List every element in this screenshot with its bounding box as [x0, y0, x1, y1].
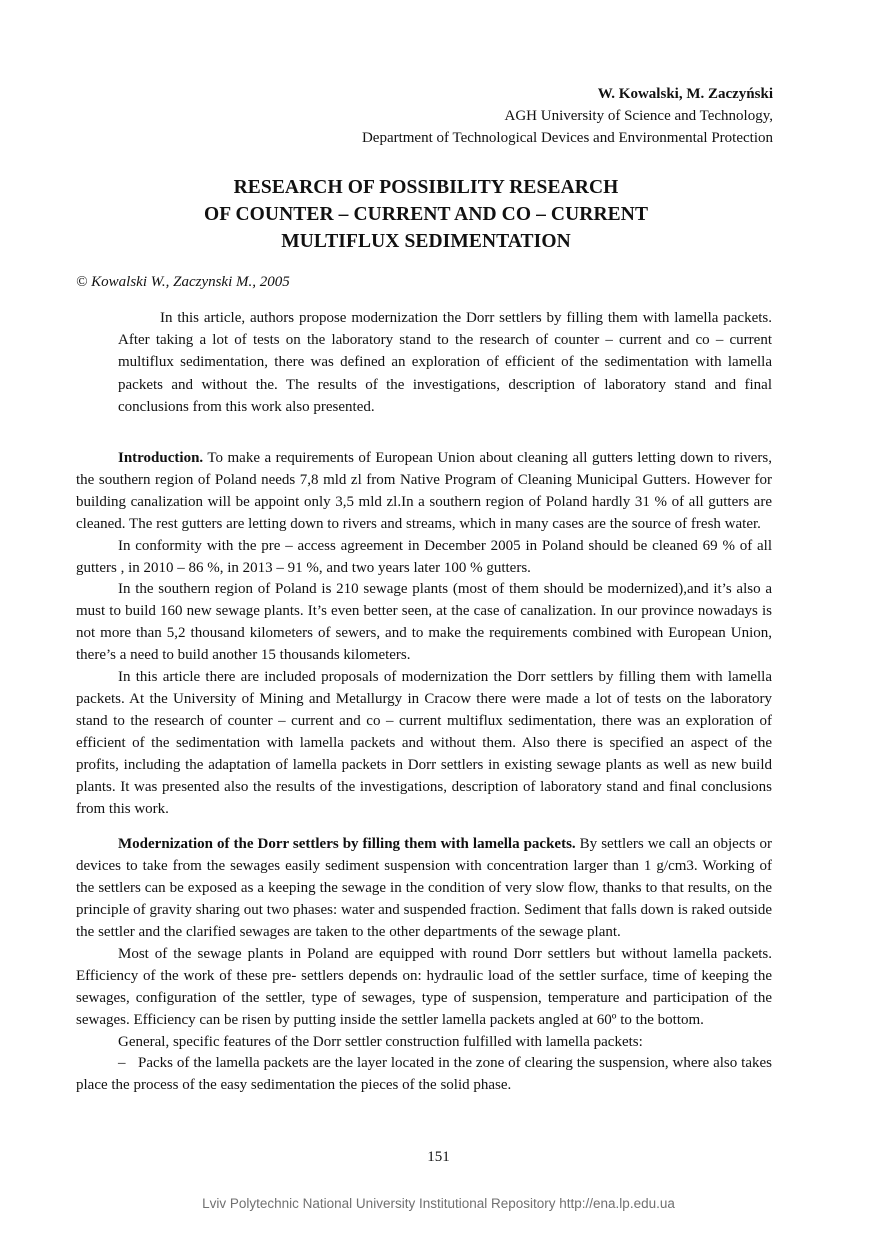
- article-body: [76, 448, 772, 1097]
- title-line: OF COUNTER – CURRENT AND CO – CURRENT: [203, 204, 649, 225]
- bullet-dash: –: [118, 1055, 126, 1072]
- paper-title: [76, 174, 776, 255]
- introduction-paragraph: [76, 448, 772, 536]
- modernization-paragraph: [76, 834, 772, 944]
- body-paragraph: In the southern region of Poland is 210 sewage plants (most of them should be modernized),and it’s also a must to build 160 new sewage plants. It’s even better seen, at the case of canalization. In our province nowadays is not more than 5,2 thousand kilometers of sewers, and to make the requirements combined with European Union, there’s a need to build another 15 thousands kilometers.: [76, 581, 772, 664]
- bullet-item: [76, 1053, 772, 1097]
- body-paragraph: General, specific features of the Dorr settler construction fulfilled with lamella packets:: [118, 1033, 643, 1050]
- modernization-text: By settlers we call an objects or devices to take from the sewages easily sediment suspension with concentration larger than 1 g/cm3. Working of the settlers can be exposed as a keeping the sewage in the condition of very slow flow, thanks to that results, on the principle of gravity sharing out two phases: water and suspended fraction. Sediment that falls down is raked outside the settler and the clarified sewages are taken to the other departments of the sewage plant.: [76, 836, 773, 941]
- copyright-line: © Kowalski W., Zaczynski M., 2005: [76, 274, 290, 290]
- affiliation-university: AGH University of Science and Technology,: [504, 108, 773, 124]
- affiliation-department: Department of Technological Devices and Environmental Protection: [361, 130, 773, 146]
- title-line: MULTIFLUX SEDIMENTATION: [281, 231, 571, 252]
- introduction-text: To make a requirements of European Union about cleaning all gutters letting down to rivers, the southern region of Poland needs 7,8 mld zl from Native Program of Cleaning Municipal Gutters. However for building canalization will be appoint only 3,5 mld zl.In a southern region of Poland hardly 31 % of all gutters are cleaned. The rest gutters are letting down to rivers and streams, which in many cases are the source of fresh water.: [76, 450, 772, 532]
- page-number: 151: [427, 1149, 450, 1165]
- title-line: RESEARCH OF POSSIBILITY RESEARCH: [233, 177, 619, 198]
- author-names: W. Kowalski, M. Zaczyński: [597, 86, 773, 102]
- bullet-text: Packs of the lamella packets are the layer located in the zone of clearing the suspension, where also takes place the process of the easy sedimentation the pieces of the solid phase.: [76, 1055, 772, 1094]
- abstract: In this article, authors propose modernization the Dorr settlers by filling them with lamella packets. After taking a lot of tests on the laboratory stand to the research of counter – current and co – current multiflux sedimentation, there was defined an exploration of efficient of the sedimentation with lamella packets and without the. The results of the investigations, description of laboratory stand and final conclusions from this work also presented.: [118, 310, 772, 415]
- introduction-heading: Introduction.: [118, 450, 204, 466]
- body-paragraph: In this article there are included proposals of modernization the Dorr settlers by filling them with lamella packets. At the University of Mining and Metallurgy in Cracow there were made a lot of tests on the laboratory stand to the research of counter – current and co – current multiflux sedimentation, there was an exploration of efficient of the sedimentation with lamella packets and without them. Also there is specified an aspect of the profits, including the adaptation of lamella packets in Dorr settlers in existing sewage plants as well as new build plants. It was presented also the results of the investigations, description of laboratory stand and final conclusions from this work.: [76, 669, 772, 817]
- body-paragraph: In conformity with the pre – access agreement in December 2005 in Poland should be cleaned 69 % of all gutters , in 2010 – 86 %, in 2013 – 91 %, and two years later 100 % gutters.: [76, 537, 772, 576]
- author-block: [362, 83, 773, 149]
- repository-footer: Lviv Polytechnic National University Institutional Repository http://ena.lp.edu.ua: [202, 1196, 675, 1211]
- modernization-heading: Modernization of the Dorr settlers by filling them with lamella packets.: [118, 836, 576, 853]
- body-paragraph: Most of the sewage plants in Poland are equipped with round Dorr settlers but without lamella packets. Efficiency of the work of these pre- settlers depends on: hydraulic load of the settler surface, time of keeping the sewages, configuration of the settler, type of sewages, type of suspension, temperature and participation of the sewages. Efficiency can be risen by putting inside the settler lamella packets angled at 60º to the bottom.: [76, 945, 772, 1028]
